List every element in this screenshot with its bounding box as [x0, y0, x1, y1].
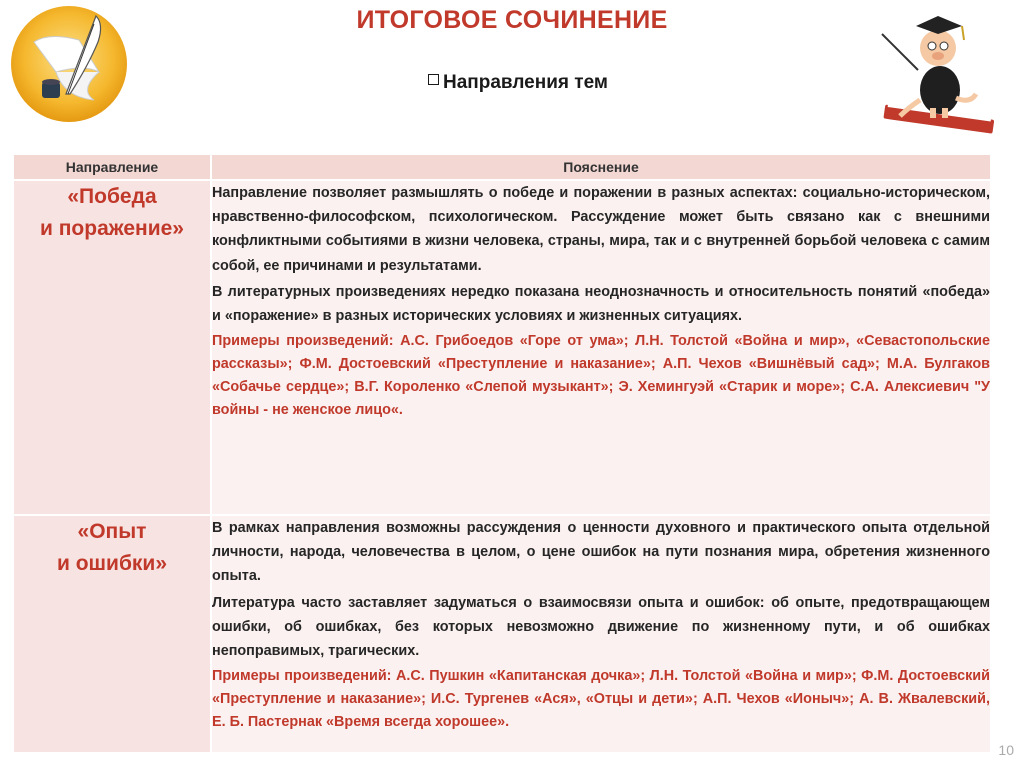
page-number: 10	[998, 742, 1014, 758]
section-subtitle	[428, 72, 608, 94]
direction-title-line2: и поражение»	[39, 217, 184, 240]
direction-title-line1: «Опыт	[77, 520, 147, 543]
checkbox-bullet-icon	[428, 74, 439, 85]
column-header-direction: Направление	[13, 154, 211, 180]
direction-cell	[13, 180, 211, 515]
column-header-explanation: Пояснение	[211, 154, 991, 180]
professor-mascot-icon	[878, 8, 1006, 134]
explanation-cell	[211, 515, 991, 753]
explanation-paragraph: В литературных произведениях нередко показана неоднозначность и относительность понятий «победа» и «поражение» в разных исторических условиях и жизненных ситуациях.	[212, 283, 990, 325]
table-row	[13, 515, 991, 753]
page-title: ИТОГОВОЕ СОЧИНЕНИЕ	[356, 6, 668, 34]
table-header-row	[13, 154, 991, 180]
explanation-paragraph: Направление позволяет размышлять о победе и поражении в разных аспектах: социально-историческом, нравственно-философском, психологическом. Рассуждение может быть связано как с внешними конфликтными событиями в жизни человека, страны, мира, так и с внутренней борьбой человека с самим собой, ее причинами и результатами.	[212, 185, 990, 274]
direction-title-line2: и ошибки»	[56, 552, 168, 575]
direction-cell	[13, 515, 211, 753]
explanation-cell	[211, 180, 991, 515]
explanation-paragraph: Литература часто заставляет задуматься о взаимосвязи опыта и ошибок: об опыте, предотвращающем ошибки, об ошибках, без которых невозможно движение по жизненному пути, и об ошибках непоправимых, трагических.	[212, 594, 990, 660]
direction-title-line1: «Победа	[67, 185, 157, 208]
table-row	[13, 180, 991, 515]
explanation-paragraph: В рамках направления возможны рассуждения о ценности духовного и практического опыта отдельной личности, народа, человечества в целом, о цене ошибок на пути познания мира, обретения жизненного опыта.	[212, 520, 990, 585]
topics-table	[12, 153, 992, 754]
subtitle-text: Направления тем	[443, 72, 608, 93]
examples-paragraph: Примеры произведений: А.С. Грибоедов «Горе от ума»; Л.Н. Толстой «Война и мир», «Севастопольские рассказы»; Ф.М. Достоевский «Преступление и наказание»; А.П. Чехов «Вишнёвый сад»; М.А. Булгаков «Собачье сердце»; В.Г. Короленко «Слепой музыкант»; Э. Хемингуэй «Старик и море»; С.А. Алексиевич "У войны - не женское лицо«.	[212, 333, 990, 419]
examples-paragraph: Примеры произведений: А.С. Пушкин «Капитанская дочка»; Л.Н. Толстой «Война и мир»; Ф.М. Достоевский «Преступление и наказание»; И.С. Тургенев «Ася», «Отцы и дети»; А.П. Чехов «Ионыч»; А. В. Жвалевский, Е. Б. Пастернак «Время всегда хорошее».	[212, 668, 990, 731]
